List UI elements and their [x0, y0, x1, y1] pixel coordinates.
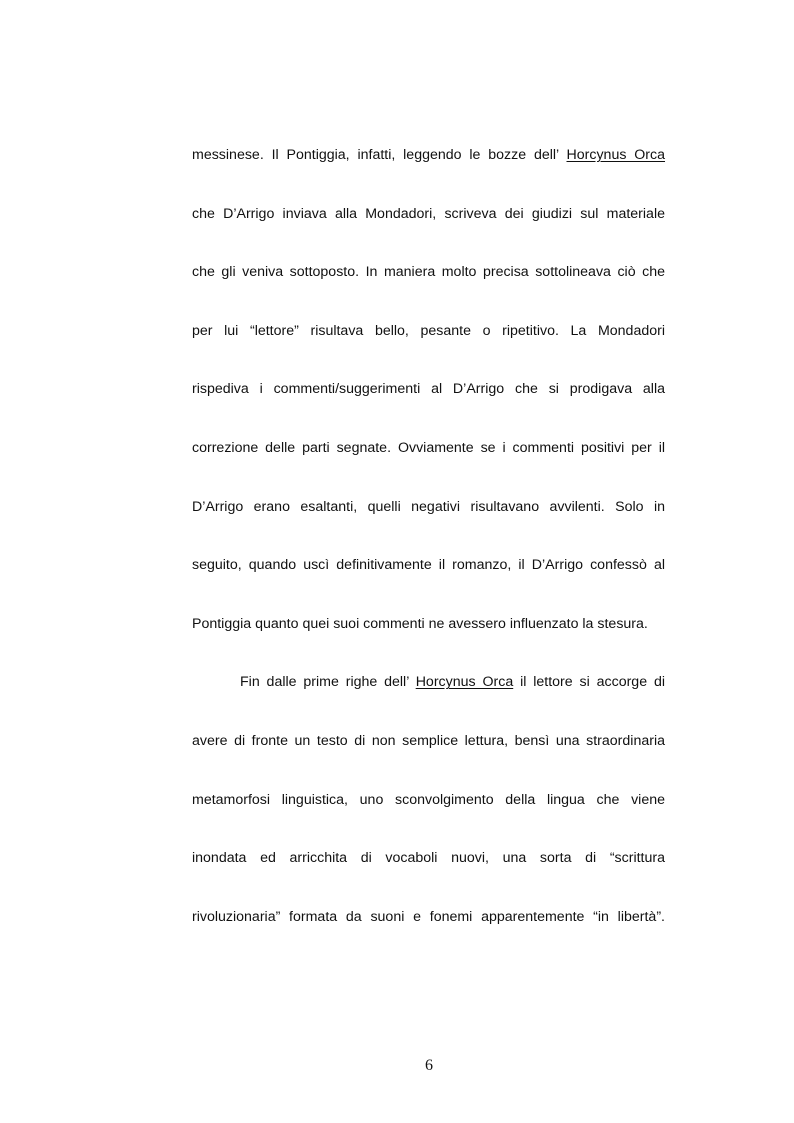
text-line: [192, 610, 665, 669]
text-segment: messinese. Il Pontiggia, infatti, leggendo le bozze dell’: [192, 147, 567, 163]
text-line: [192, 258, 665, 317]
text-line: [192, 200, 665, 259]
body-text: [192, 141, 665, 961]
text-segment: correzione delle parti segnate. Ovviamente se i commenti positivi per il: [192, 439, 665, 456]
text-line: [192, 903, 665, 962]
text-line: [192, 375, 665, 434]
text-line: [192, 551, 665, 610]
text-line: [192, 317, 665, 376]
text-line: [192, 434, 665, 493]
text-segment: inondata ed arricchita di vocaboli nuovi, una sorta di “scrittura: [192, 850, 665, 867]
text-line: [192, 493, 665, 552]
text-segment: seguito, quando uscì definitivamente il romanzo, il D’Arrigo confessò al: [192, 557, 665, 574]
text-segment: che D’Arrigo inviava alla Mondadori, scriveva dei giudizi sul materiale: [192, 205, 665, 222]
book-title-underlined: Horcynus Orca: [566, 147, 666, 163]
text-segment: avere di fronte un testo di non semplice lettura, bensì una straordinaria: [192, 732, 665, 749]
text-segment: che gli veniva sottoposto. In maniera molto precisa sottolineava ciò che: [192, 264, 665, 281]
text-line: [192, 786, 665, 845]
text-line: [192, 844, 665, 903]
text-line: [192, 727, 665, 786]
book-title-underlined: Horcynus Orca: [415, 674, 514, 691]
text-segment: per lui “lettore” risultava bello, pesante o ripetitivo. La Mondadori: [192, 322, 665, 339]
text-segment: Pontiggia quanto quei suoi commenti ne avessero influenzato la stesura.: [192, 615, 648, 632]
text-segment: rispediva i commenti/suggerimenti al D’Arrigo che si prodigava alla: [192, 381, 665, 398]
page-number: 6: [425, 1057, 433, 1074]
text-segment: metamorfosi linguistica, uno sconvolgimento della lingua che viene: [192, 791, 665, 808]
text-line: [192, 668, 665, 727]
text-segment: il lettore si accorge di: [513, 674, 665, 691]
text-line: [192, 141, 665, 200]
text-segment: Fin dalle prime righe dell’: [240, 674, 416, 691]
text-segment: D’Arrigo erano esaltanti, quelli negativi risultavano avvilenti. Solo in: [192, 498, 665, 515]
text-segment: rivoluzionaria” formata da suoni e fonemi apparentemente “in libertà”.: [192, 908, 665, 925]
